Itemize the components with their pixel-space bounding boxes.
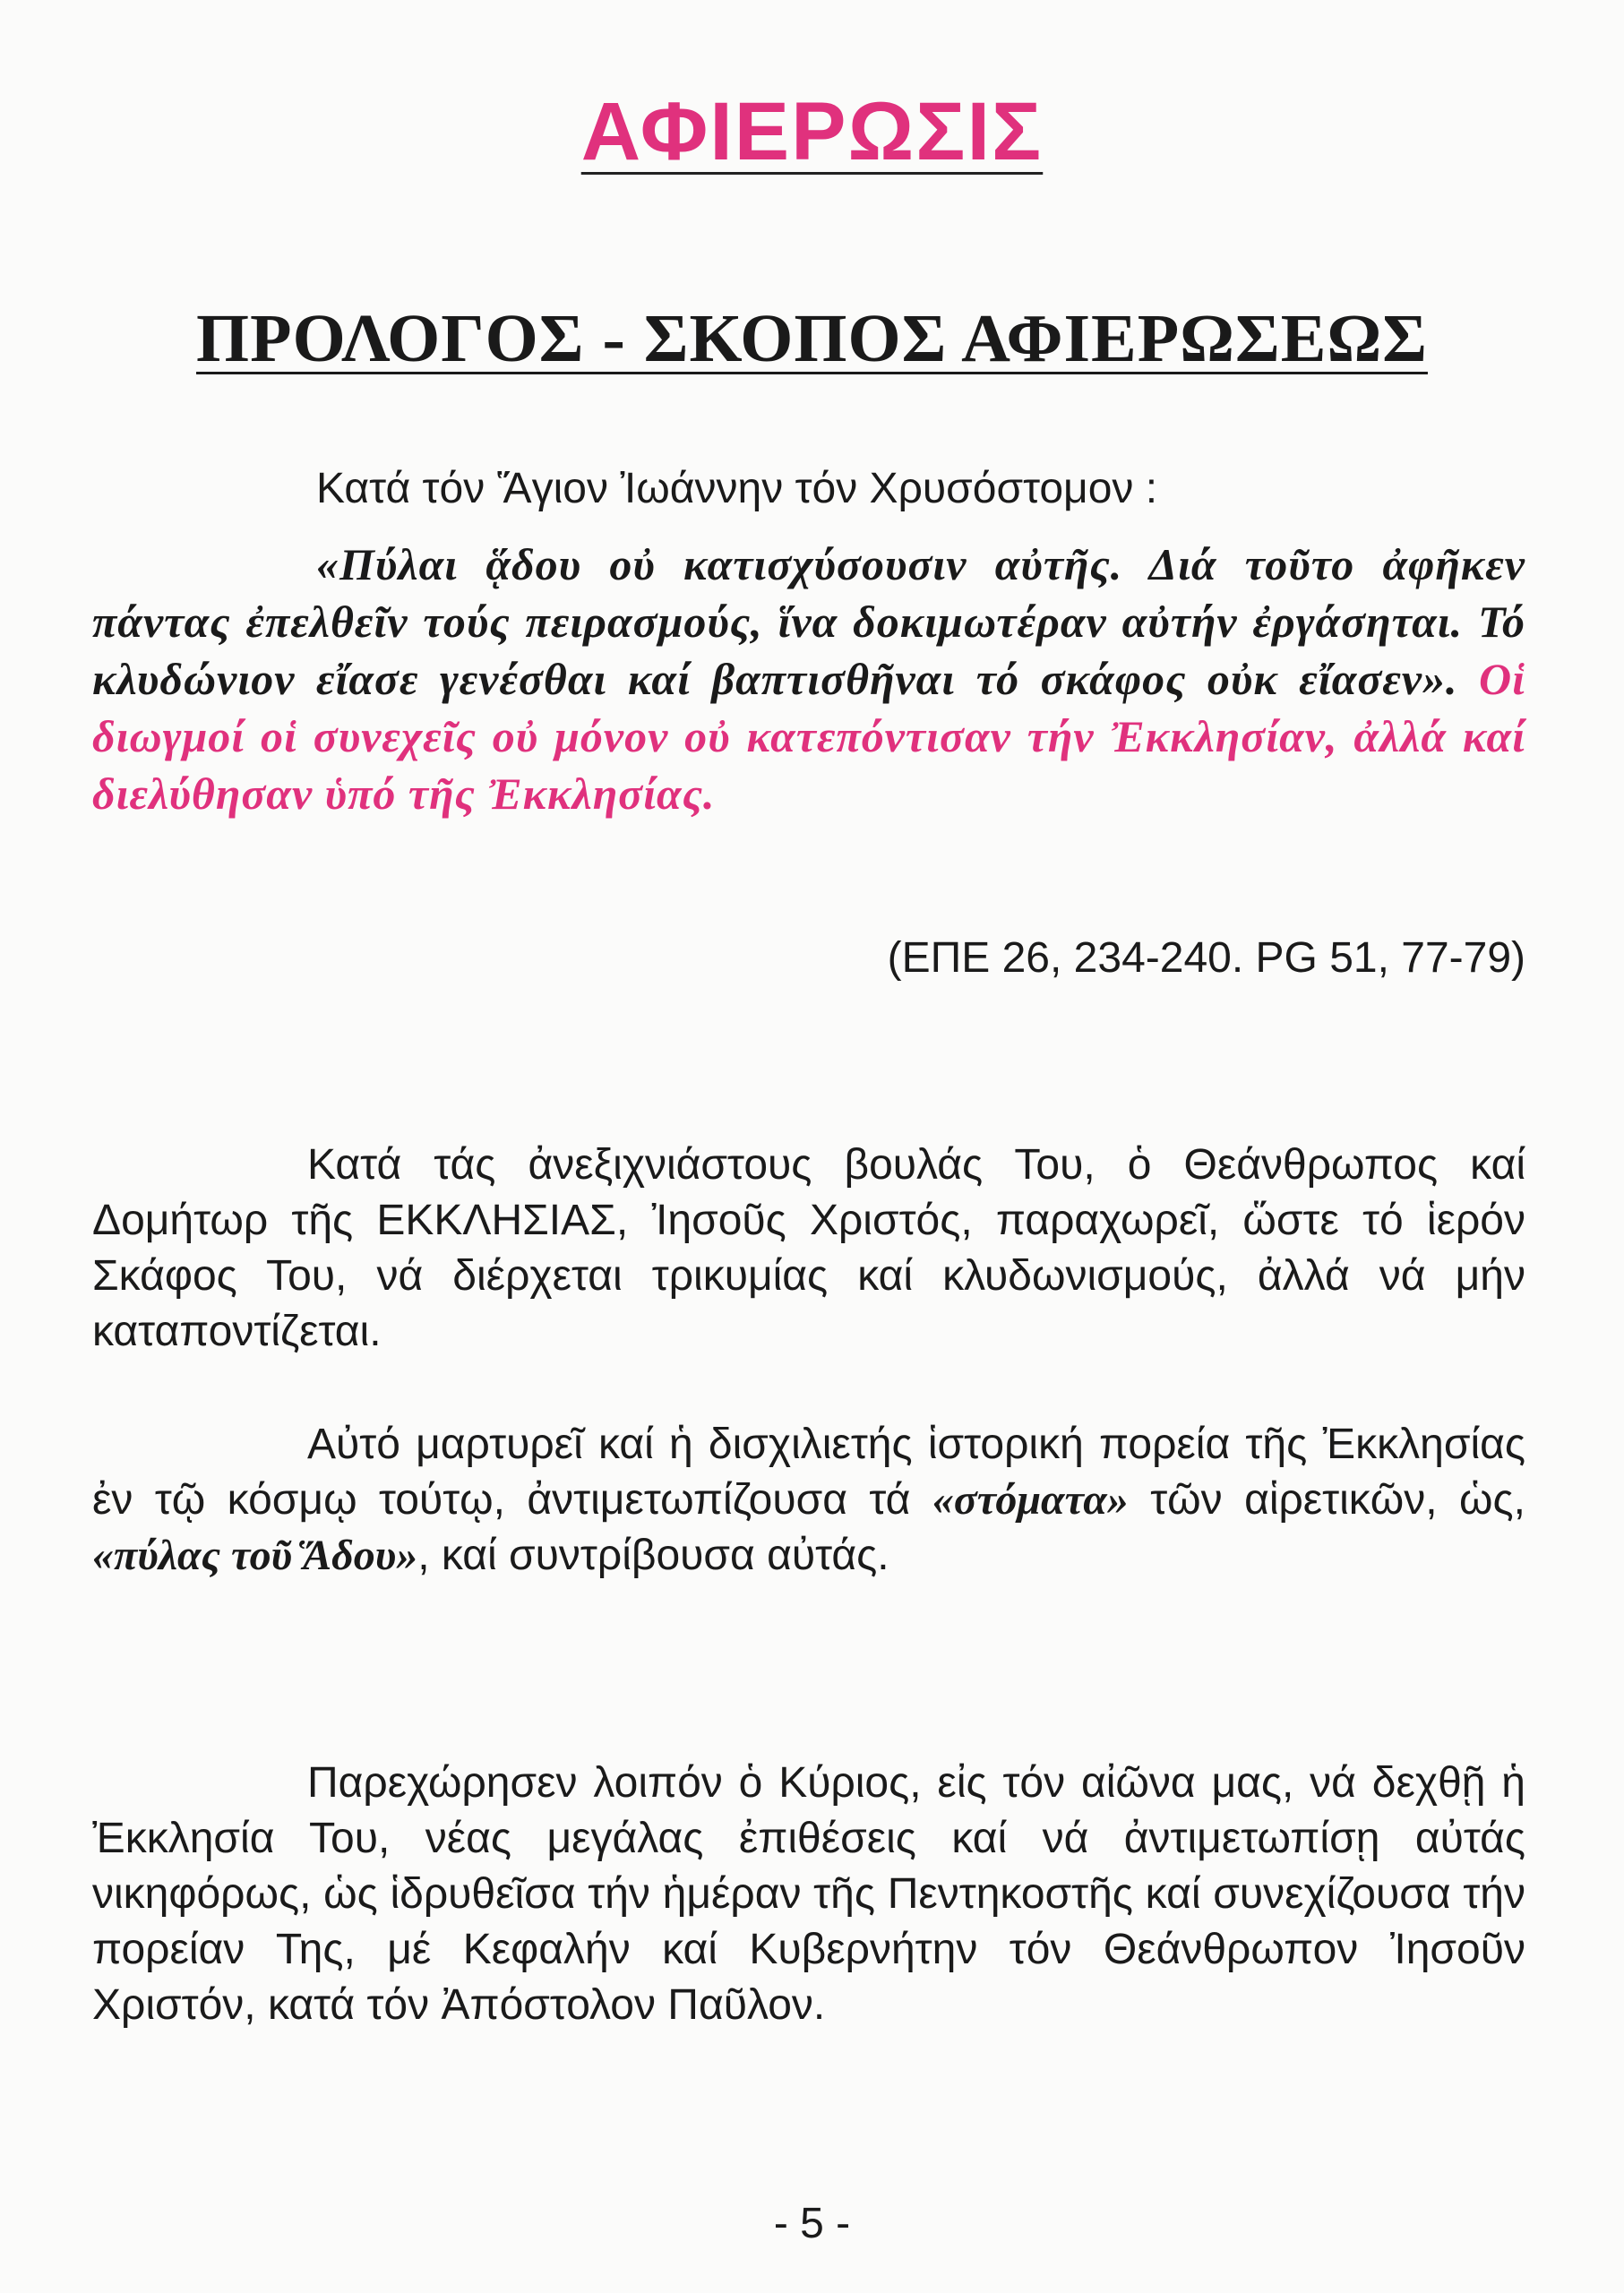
paragraph-2-part-a: Αὐτό μαρτυρεῖ καί ἡ δισχιλιετής ἱστορική πορεία τῆς Ἐκκλησίας ἐν τῷ κόσμῳ τούτῳ, ἀντιμετωπίζουσα τά: [92, 1421, 1525, 1524]
paragraph-2-emphasis-pylas: «πύλας τοῦ Ἅδου»: [92, 1532, 418, 1579]
paragraph-2: [92, 1417, 1525, 1584]
paragraph-3: Παρεχώρησεν λοιπόν ὁ Κύριος, εἰς τόν αἰῶνα μας, νά δεχθῇ ἡ Ἐκκλησία Του, νέας μεγάλας ἐπιθέσεις καί νά ἀντιμετωπίσῃ αὐτάς νικηφόρως, ὡς ἱδρυθεῖσα τήν ἡμέραν τῆς Πεντηκοστῆς καί συνεχίζουσα τήν πορείαν Της, μέ Κεφαλήν καί Κυβερνήτην τόν Θεάνθρωπον Ἰησοῦν Χριστόν, κατά τόν Ἀπόστολον Παῦλον.: [92, 1759, 1525, 2029]
quote-citation: (ΕΠΕ 26, 234-240. PG 51, 77-79): [887, 934, 1525, 982]
section-title-text: ΠΡΟΛΟΓΟΣ - ΣΚΟΠΟΣ ΑΦΙΕΡΩΣΕΩΣ: [196, 301, 1428, 376]
paragraph-1: Κατά τάς ἀνεξιχνιάστους βουλάς Του, ὁ Θεάνθρωπος καί Δομήτωρ τῆς ΕΚΚΛΗΣΙΑΣ, Ἰησοῦς Χριστός, παραχωρεῖ, ὥστε τό ἱερόν Σκάφος Του, νά διέρχεται τρικυμίας καί κλυδωνισμούς, ἀλλά νά μήν καταποντίζεται.: [92, 1141, 1525, 1355]
paragraph-2-emphasis-stomata: «στόματα»: [932, 1476, 1129, 1524]
paragraph-2-part-c: τῶν αἱρετικῶν, ὡς,: [1128, 1476, 1525, 1524]
section-title: [0, 300, 1624, 378]
intro-line: Κατά τόν Ἅγιον Ἰωάννην τόν Χρυσόστομον :: [316, 465, 1158, 512]
header-title-text: ΑΦΙΕΡΩΣΙΣ: [580, 86, 1044, 177]
page-header-title: [0, 85, 1624, 179]
quote-black-text: «Πύλαι ᾅδου οὐ κατισχύσουσιν αὐτῆς. Διά τοῦτο ἀφῆκεν πάντας ἐπελθεῖν τούς πειρασμούς, ἵνα δοκιμωτέραν αὐτήν ἐργάσηται. Τό κλυδώνιον εἴασε γενέσθαι καί βαπτισθῆναι τό σκάφος οὐκ εἴασεν».: [92, 539, 1525, 704]
quote-pink-text: Οἱ διωγμοί οἱ συνεχεῖς οὐ μόνον οὐ κατεπόντισαν τήν Ἐκκλησίαν, ἀλλά καί διελύθησαν ὑπό τῆς Ἐκκλησίας.: [92, 654, 1525, 819]
paragraph-2-part-e: , καί συντρίβουσα αὐτάς.: [417, 1532, 889, 1579]
page-number: - 5 -: [773, 2200, 851, 2247]
quote-block: [92, 536, 1525, 822]
